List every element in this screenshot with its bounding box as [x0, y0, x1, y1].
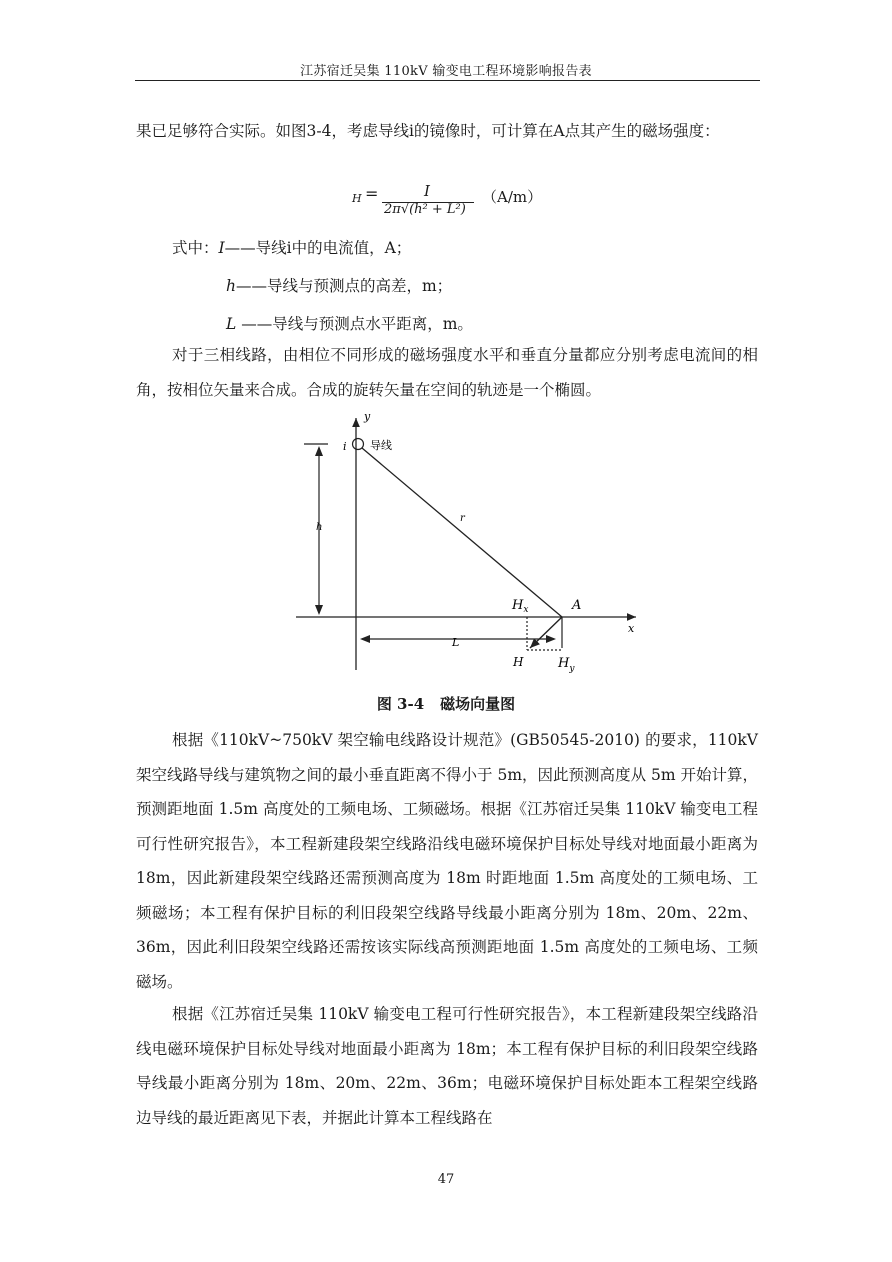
h-arrow-down — [315, 605, 323, 615]
figure-caption-title: 磁场向量图 — [440, 695, 516, 713]
definition-text: ——导线i中的电流值，A； — [224, 239, 412, 257]
header-rule — [135, 80, 760, 81]
point-a-label: A — [572, 598, 582, 613]
conductor-i-label: i — [343, 440, 347, 453]
definition-text: ——导线与预测点的高差，m； — [235, 277, 453, 295]
page-number: 47 — [437, 1172, 455, 1187]
magnetic-field-formula — [352, 180, 612, 224]
paragraph-three-phase: 对于三相线路，由相位不同形成的磁场强度水平和垂直分量都应分别考虑电流间的相角，按相位矢量来合成。合成的旋转矢量在空间的轨迹是一个椭圆。 — [136, 346, 758, 399]
r-label: r — [460, 513, 465, 524]
l-arrow-right — [546, 635, 556, 643]
figure-caption-number: 图 3-4 — [376, 695, 425, 713]
definition-line-current — [172, 236, 411, 258]
page-header: 江苏宿迁吴集 110kV 输变电工程环境影响报告表 — [300, 64, 592, 79]
l-arrow-left — [360, 635, 370, 643]
paragraph-intro: 果已足够符合实际。如图3-4，考虑导线i的镜像时，可计算在A点其产生的磁场强度： — [136, 122, 720, 140]
h-arrow-up — [315, 446, 323, 456]
h-vector — [530, 617, 562, 648]
conductor-circle — [353, 439, 364, 450]
formula-lhs: H — [352, 192, 362, 205]
hy-label: $H_y$ — [558, 656, 575, 674]
definition-text: ——导线与预测点水平距离，m。 — [236, 315, 473, 333]
definition-line-distance — [226, 312, 473, 334]
definition-prefix: 式中： — [172, 239, 219, 257]
definition-symbol: h — [226, 277, 236, 295]
magnetic-vector-diagram — [290, 408, 650, 680]
formula-unit: （A/m） — [482, 188, 543, 206]
formula-denominator: 2π√(h² + L²) — [384, 202, 466, 217]
h-vector-label: H — [513, 655, 524, 669]
definition-symbol: I — [218, 239, 225, 257]
formula-equals: = — [365, 184, 379, 203]
paragraph-design-code: 根据《110kV~750kV 架空输电线路设计规范》(GB50545-2010) 的要求，110kV 架空线路导线与建筑物之间的最小垂直距离不得小于 5m，因此预测高度从 5m 开始计算，预测距地面 1.5m 高度处的工频电场、工频磁场。根据《江苏宿迁吴集 110kV 输变电工程可行性研究报告》，本工程新建段架空线路沿线电磁环境保护目标处导线对地面最小距离为 18m，因此新建段架空线路还需预测高度为 18m 时距地面 1.5m 高度处的工频电场、工频磁场；本工程有保护目标的利旧段架空线路导线最小距离分别为 18m、20m、22m、36m，因此利旧段架空线路还需按该实际线高预测距地面 1.5m 高度处的工频电场、工频磁场。 — [136, 731, 758, 991]
definition-symbol: L — [226, 315, 237, 333]
definition-line-height — [226, 274, 452, 296]
h-label: h — [316, 522, 323, 533]
x-axis-label: x — [628, 622, 635, 635]
figure-caption — [0, 693, 892, 714]
r-line — [362, 448, 562, 617]
y-axis-label: y — [364, 410, 371, 423]
formula-numerator: I — [424, 182, 430, 200]
paragraph-feasibility: 根据《江苏宿迁吴集 110kV 输变电工程可行性研究报告》，本工程新建段架空线路沿线电磁环境保护目标处导线对地面最小距离为 18m；本工程有保护目标的利旧段架空线路导线最小距离分别为 18m、20m、22m、36m；电磁环境保护目标处距本工程架空线路边导线的最近距离见下表，并据此计算本工程线路在 — [136, 1005, 758, 1127]
hx-label: $H_x$ — [512, 598, 529, 615]
l-label: L — [452, 636, 460, 649]
conductor-label: 导线 — [370, 439, 392, 452]
